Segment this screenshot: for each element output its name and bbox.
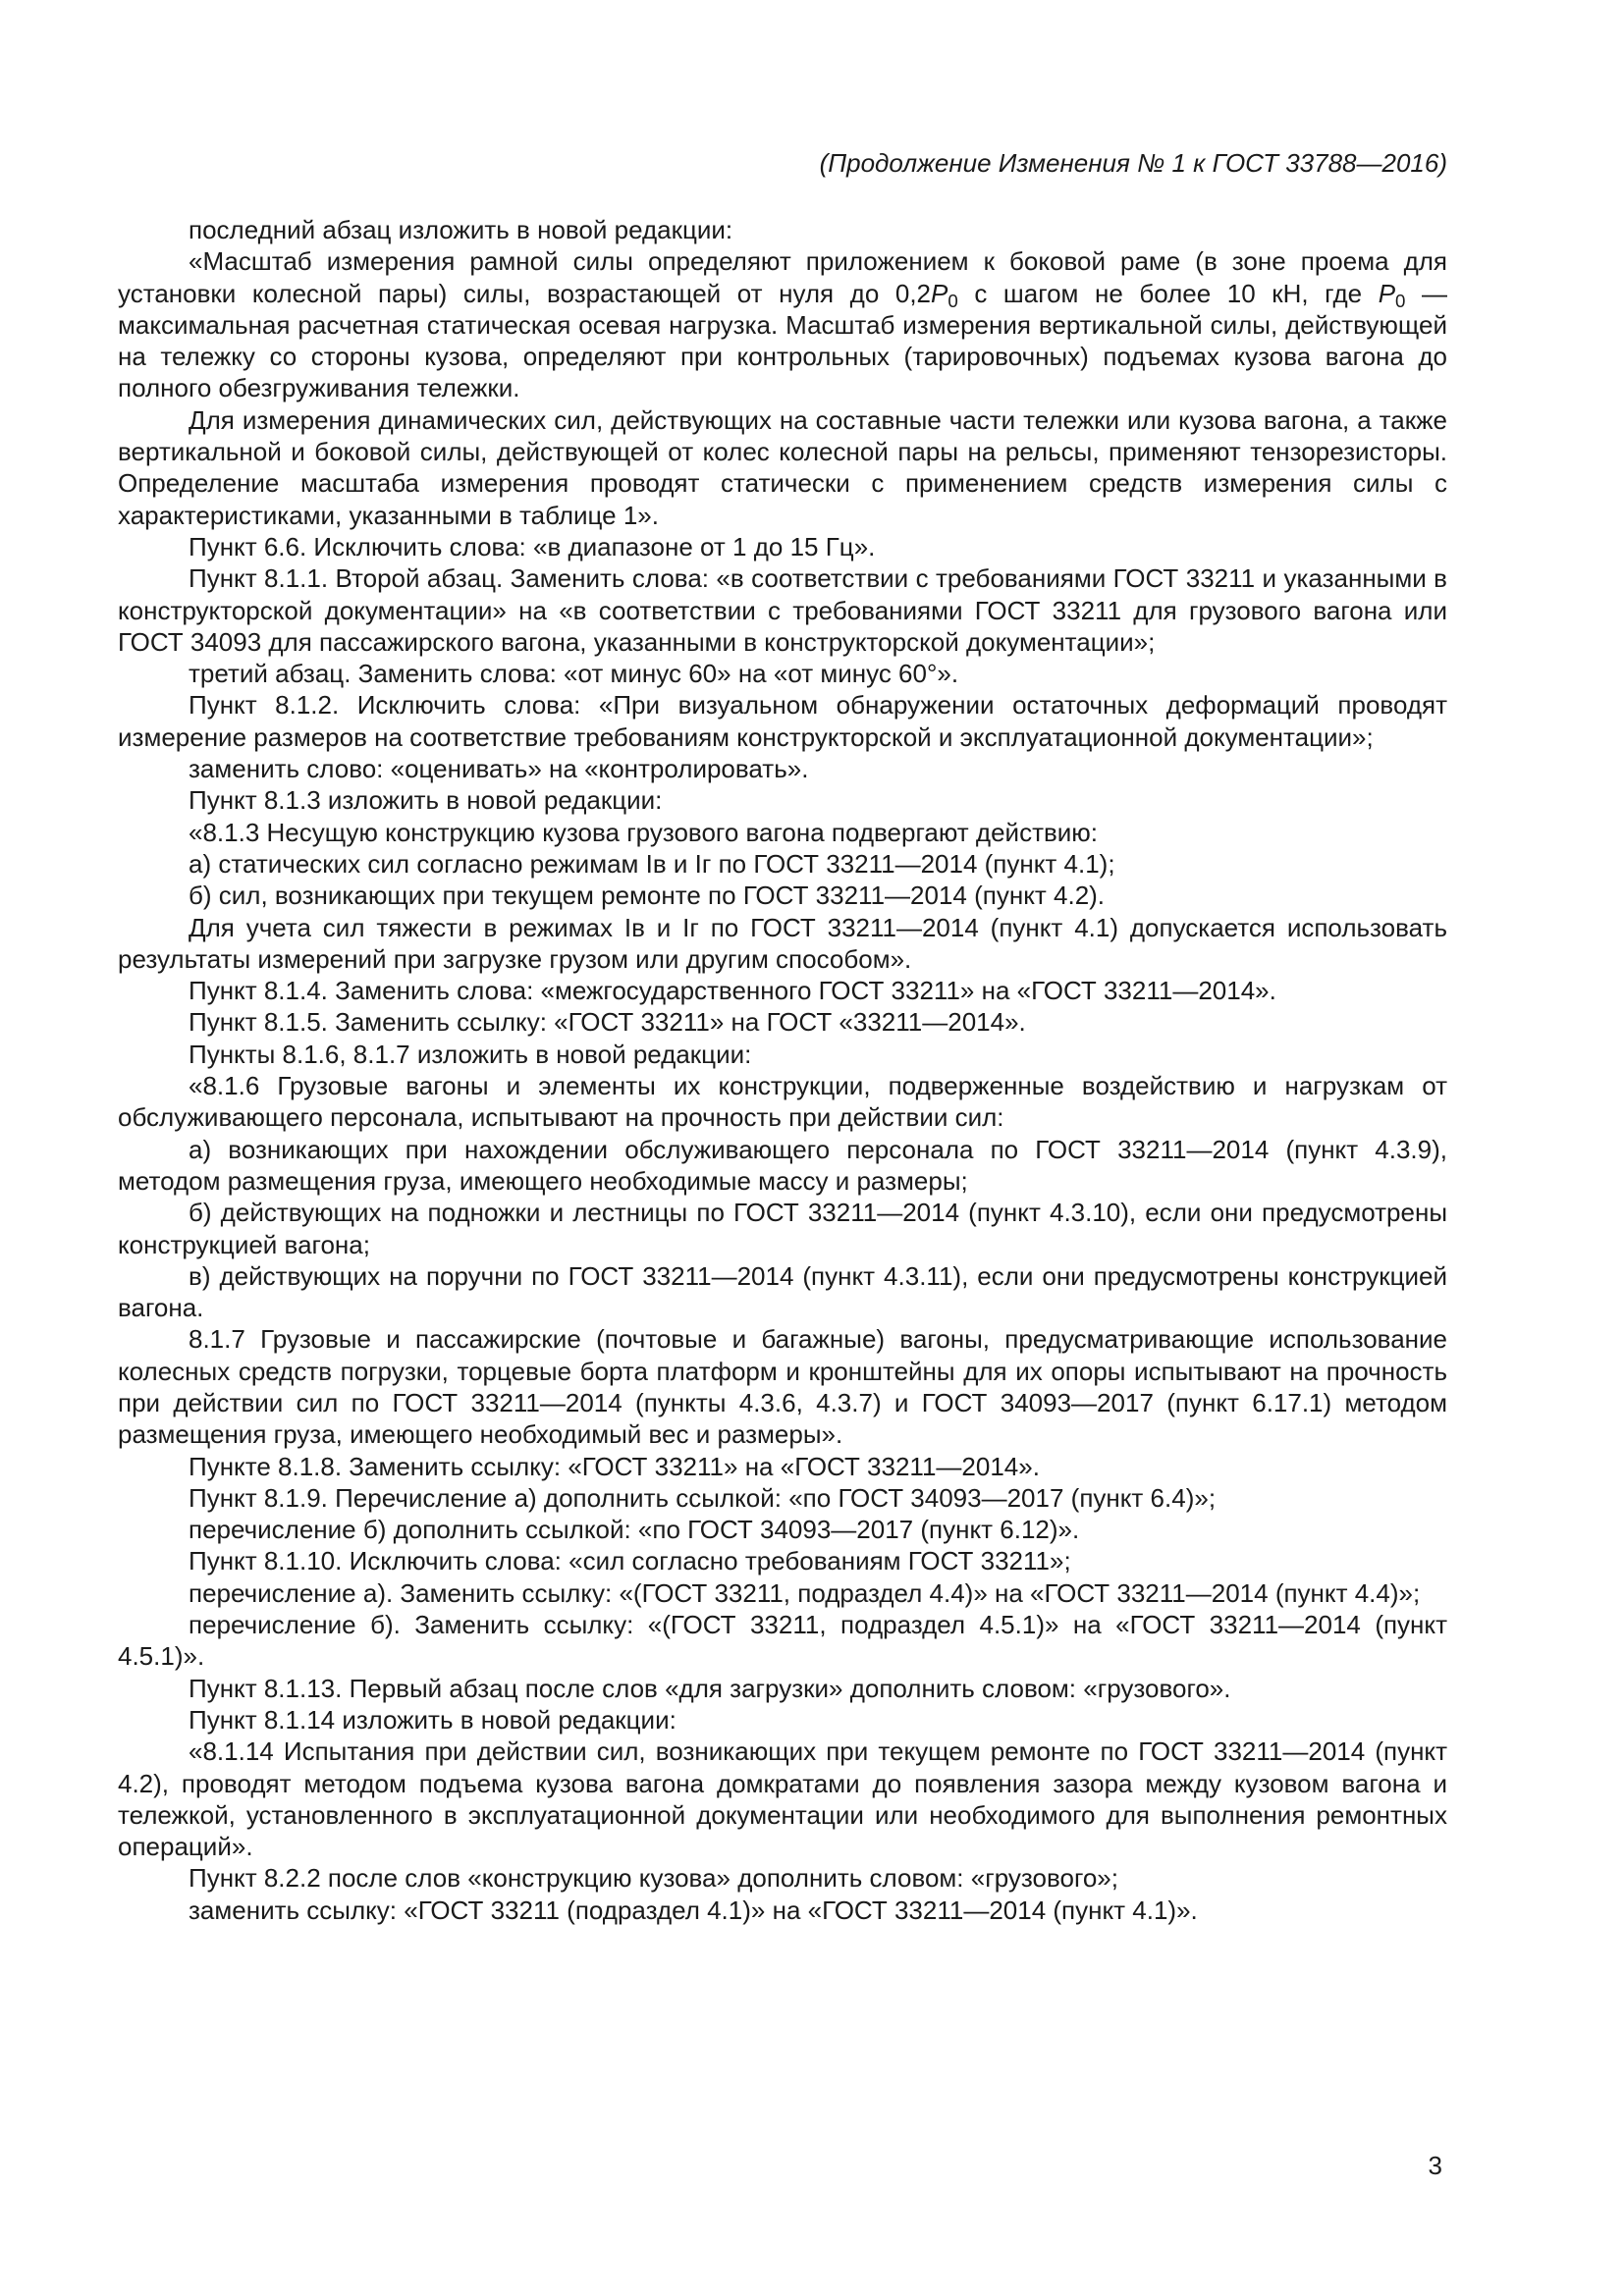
paragraph: Пункт 8.1.9. Перечисление а) дополнить ссылкой: «по ГОСТ 34093—2017 (пункт 6.4)»; xyxy=(189,1482,1217,1513)
paragraph: Пункте 8.1.8. Заменить ссылку: «ГОСТ 33211» на «ГОСТ 33211—2014». xyxy=(189,1451,1040,1481)
paragraph: «8.1.3 Несущую конструкцию кузова грузового вагона подвергают действию: xyxy=(189,817,1099,847)
page-number: 3 xyxy=(1428,2151,1442,2180)
paragraph: третий абзац. Заменить слова: «от минус 60» на «от минус 60°». xyxy=(189,659,959,689)
paragraph: б) сил, возникающих при текущем ремонте по ГОСТ 33211—2014 (пункт 4.2). xyxy=(189,881,1106,911)
paragraph: в) действующих на поручни по ГОСТ 33211—2014 (пункт 4.3.11), если они предусмотрены конструкцией вагона. xyxy=(118,1260,1447,1323)
paragraph: Пункт 8.1.5. Заменить ссылку: «ГОСТ 33211» на ГОСТ «33211—2014». xyxy=(189,1007,1026,1038)
paragraph: Пункт 8.1.13. Первый абзац после слов «для загрузки» дополнить словом: «грузового». xyxy=(189,1673,1231,1703)
paragraph: заменить слово: «оценивать» на «контролировать». xyxy=(189,754,809,784)
paragraph: последний абзац изложить в новой редакции: xyxy=(189,215,733,244)
document-body xyxy=(118,214,1447,1926)
paragraph: заменить ссылку: «ГОСТ 33211 (подраздел 4.1)» на «ГОСТ 33211—2014 (пункт 4.1)». xyxy=(189,1895,1198,1925)
paragraph: 8.1.7 Грузовые и пассажирские (почтовые и багажные) вагоны, предусматривающие использование колесных средств погрузки, торцевые борта платформ и кронштейны для их опоры испытывают на прочность при действии сил по ГОСТ 33211—2014 (пункты 4.3.6, 4.3.7) и ГОСТ 34093—2017 (пункт 6.17.1) методом размещения груза, имеющего необходимый вес и размеры». xyxy=(118,1324,1447,1450)
paragraph: Пункт 8.1.4. Заменить слова: «межгосударственного ГОСТ 33211» на «ГОСТ 33211—2014». xyxy=(189,976,1276,1006)
paragraph: Пункт 8.1.3 изложить в новой редакции: xyxy=(189,785,663,816)
paragraph: Для измерения динамических сил, действующих на составные части тележки или кузова вагона, а также вертикальной и боковой силы, действующей от колес колесной пары на рельсы, применяют тензорезисторы. Определение масштаба измерения проводят статически с применением средств измерения силы с характеристиками, указанными в таблице 1». xyxy=(118,404,1447,530)
paragraph: б) действующих на подножки и лестницы по ГОСТ 33211—2014 (пункт 4.3.10), если они предусмотрены конструкцией вагона; xyxy=(118,1198,1447,1259)
paragraph: Пункты 8.1.6, 8.1.7 изложить в новой редакции: xyxy=(189,1039,752,1069)
paragraph: Пункт 6.6. Исключить слова: «в диапазоне от 1 до 15 Гц». xyxy=(189,531,876,561)
paragraph: перечисление а). Заменить ссылку: «(ГОСТ 33211, подраздел 4.4)» на «ГОСТ 33211—2014 (пункт 4.4)»; xyxy=(189,1577,1421,1608)
paragraph: а) возникающих при нахождении обслуживающего персонала по ГОСТ 33211—2014 (пункт 4.3.9), методом размещения груза, имеющего необходимые массу и размеры; xyxy=(118,1134,1447,1196)
paragraph: Пункт 8.1.10. Исключить слова: «сил согласно требованиям ГОСТ 33211»; xyxy=(189,1546,1071,1576)
paragraph: Пункт 8.1.2. Исключить слова: «При визуальном обнаружении остаточных деформаций проводят измерение размеров на соответствие требованиям конструкторской и эксплуатационной документации»; xyxy=(118,690,1447,752)
paragraph: «8.1.6 Грузовые вагоны и элементы их конструкции, подверженные воздействию и нагрузкам от обслуживающего персонала, испытывают на прочность при действии сил: xyxy=(118,1071,1447,1133)
paragraph: перечисление б). Заменить ссылку: «(ГОСТ 33211, подраздел 4.5.1)» на «ГОСТ 33211—2014 (пункт 4.5.1)». xyxy=(118,1610,1447,1672)
paragraph: перечисление б) дополнить ссылкой: «по ГОСТ 34093—2017 (пункт 6.12)». xyxy=(189,1515,1080,1545)
paragraph: а) статических сил согласно режимам Iв и Iг по ГОСТ 33211—2014 (пункт 4.1); xyxy=(189,848,1115,879)
paragraph-scale-definition: «Масштаб измерения рамной силы определяют приложением к боковой раме (в зоне проема для установки колесной пары) силы, возрастающей от нуля до $0,2P_0$ с шагом не более 10 кН, где $P_0$ — максимальная расчетная статическая осевая нагрузка. Масштаб измерения вертикальной силы, действующей на тележку со стороны кузова, определяют при контрольных (тарировочных) подъемах кузова вагона до полного обезгруживания тележки. xyxy=(118,246,1447,403)
paragraph: Пункт 8.2.2 после слов «конструкцию кузова» дополнить словом: «грузового»; xyxy=(189,1863,1118,1894)
paragraph: «8.1.14 Испытания при действии сил, возникающих при текущем ремонте по ГОСТ 33211—2014 (пункт 4.2), проводят методом подъема кузова вагона домкратами до появления зазора между кузовом вагона и тележкой, установленного в эксплуатационной документации или необходимого для выполнения ремонтных операций». xyxy=(118,1736,1447,1862)
page-header: (Продолжение Изменения № 1 к ГОСТ 33788—2016) xyxy=(819,148,1447,178)
paragraph: Пункт 8.1.14 изложить в новой редакции: xyxy=(189,1704,677,1735)
paragraph: Для учета сил тяжести в режимах Iв и Iг по ГОСТ 33211—2014 (пункт 4.1) допускается использовать результаты измерений при загрузке грузом или другим способом». xyxy=(118,912,1447,974)
paragraph: Пункт 8.1.1. Второй абзац. Заменить слова: «в соответствии с требованиями ГОСТ 33211 и указанными в конструкторской документации» на «в соответствии с требованиями ГОСТ 33211 для грузового вагона или ГОСТ 34093 для пассажирского вагона, указанными в конструкторской документации»; xyxy=(118,563,1447,657)
